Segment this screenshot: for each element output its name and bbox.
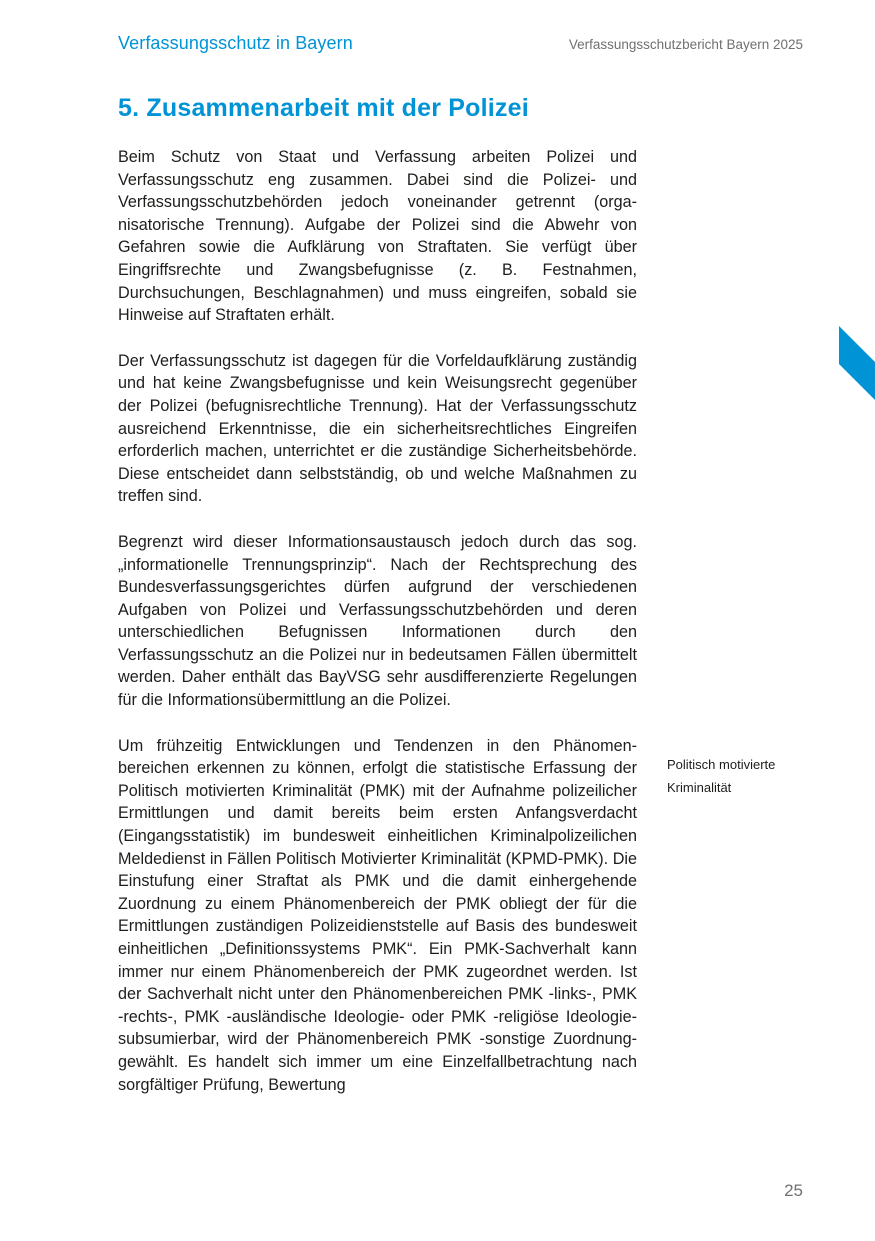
paragraph-2: Der Verfassungsschutz ist dagegen für die Vorfeldaufklärung zuständig und hat keine Zwangsbefugnisse und kein Weisungsrecht gegenüber der Polizei (befugnisrechtliche Trennung). Hat der Verfassungsschutz ausreichend Erkenntnisse, die ein sicherheitsrechtliches Eingreifen erforderlich machen, unterrichtet er die zuständige Sicherheitsbehörde. Diese entscheidet dann selbstständig, ob und welche Maßnahmen zu treffen sind.: [118, 351, 637, 506]
thumb-tab-shape: [839, 326, 875, 400]
chapter-thumb-tab: [839, 326, 875, 400]
running-head-section: Verfassungsschutz in Bayern: [118, 33, 353, 53]
page-number: 25: [784, 1181, 803, 1200]
running-head-publication: Verfassungsschutzbericht Bayern 2025: [568, 37, 803, 52]
chapter-heading: 5. Zusammenarbeit mit der Polizei: [118, 94, 529, 122]
body-text: [118, 146, 637, 1119]
paragraph-4: Um frühzeitig Entwicklungen und Tendenzen in den Phänomenbereichen erkennen zu können, erfolgt die statistische Erfassung der Politisch motivierten Kriminalität (PMK) mit der Aufnahme polizeilicher Ermittlungen und damit bereits beim ersten Anfangsverdacht (Eingangsstatistik) im bundesweit einheitlichen Kriminalpolizeilichen Meldedienst in Fällen Politisch Motivierter Kriminalität (KPMD-PMK). Die Einstufung einer Straftat als PMK und die damit einhergehende Zuordnung zu einem Phänomenbereich der PMK obliegt der für die Ermittlungen zuständigen Polizeidienststelle auf Basis des bundesweit einheitlichen „Definitionssystems PMK“. Ein PMK-Sachverhalt kann immer nur einem Phänomenbereich der PMK zugeordnet werden. Ist der Sachverhalt nicht unter den Phänomenbereichen PMK -links-, PMK -rechts-, PMK -ausländische Ideologie- oder PMK -religiöse Ideologie- subsumierbar, wird der Phänomenbereich PMK -sonstige Zuordnung- gewählt. Es handelt sich immer um eine Einzelfallbetrachtung nach sorgfältiger Prüfung, Bewertung: [118, 736, 637, 1094]
paragraph-1: Beim Schutz von Staat und Verfassung arbeiten Polizei und Verfassungsschutz eng zusammen. Dabei sind die Polizei- und Verfassungsschutzbehörden jedoch voneinander getrennt (organisatorische Trennung). Aufgabe der Polizei sind die Abwehr von Gefahren sowie die Aufklärung von Straftaten. Sie verfügt über Eingriffsrechte und Zwangsbefugnisse (z. B. Festnahmen, Durchsuchungen, Beschlagnahmen) und muss eingreifen, sobald sie Hinweise auf Straftaten erhält.: [118, 148, 637, 325]
margin-note: Politisch motivierte Kriminalität: [667, 757, 776, 795]
paragraph-3: Begrenzt wird dieser Informationsaustausch jedoch durch das sog. „informationelle Trennungsprinzip“. Nach der Rechtsprechung des Bundesverfassungsgerichtes dürfen aufgrund der verschiedenen Aufgaben von Polizei und Verfassungsschutzbehörden und deren unterschiedlichen Befugnissen Informationen durch den Verfassungsschutz an die Polizei nur in bedeutsamen Fällen übermittelt werden. Daher enthält das BayVSG sehr ausdifferenzierte Regelungen für die Informationsübermittlung an die Polizei.: [118, 532, 637, 710]
